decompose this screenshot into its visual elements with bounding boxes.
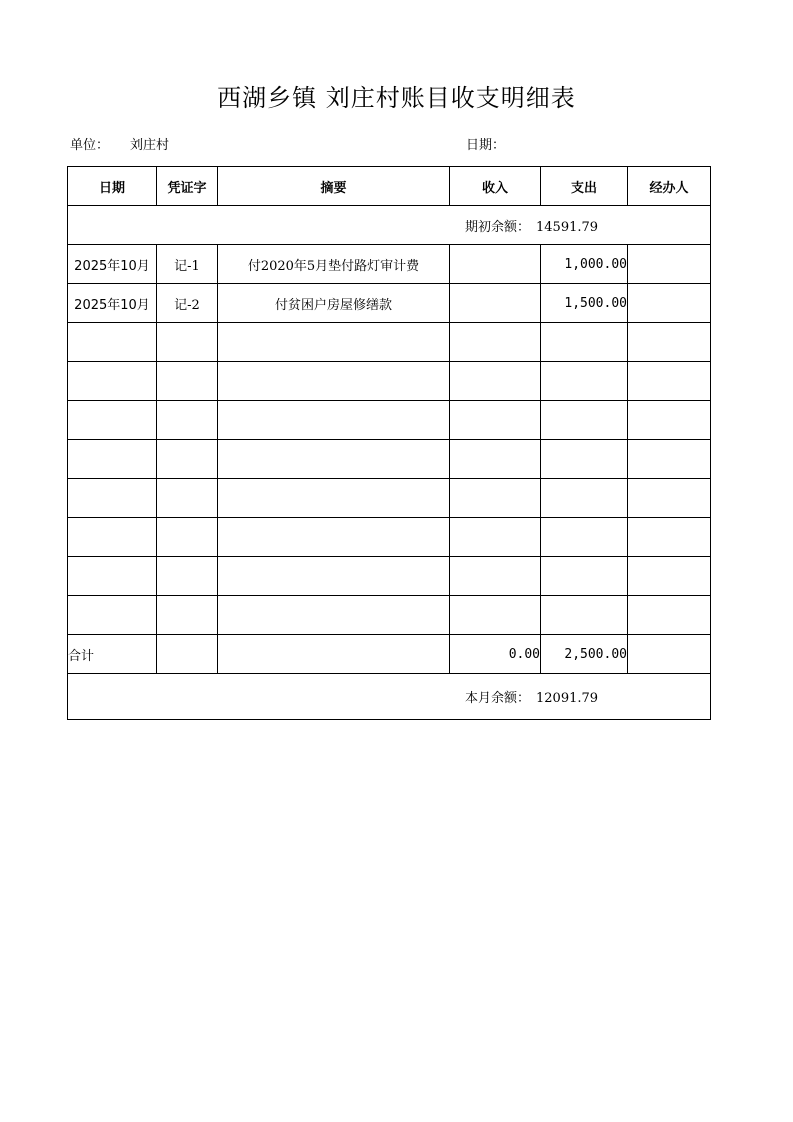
row-date	[68, 323, 157, 362]
table-row	[68, 557, 711, 596]
row-income	[450, 596, 541, 635]
total-row	[68, 635, 711, 674]
row-voucher: 记-2	[157, 284, 218, 323]
opening-balance-label: 期初余额：	[465, 219, 531, 235]
closing-balance-value: 12091.79	[536, 691, 599, 706]
row-summary	[218, 479, 450, 518]
table-row	[68, 245, 711, 284]
total-handler-cell	[628, 635, 711, 674]
table-row	[68, 401, 711, 440]
total-expense: 2,500.00	[541, 635, 628, 674]
row-handler	[628, 596, 711, 635]
row-handler	[628, 440, 711, 479]
row-voucher	[157, 596, 218, 635]
row-summary: 付贫困户房屋修缮款	[218, 284, 450, 323]
row-income	[450, 362, 541, 401]
row-summary	[218, 518, 450, 557]
row-date	[68, 440, 157, 479]
unit-value: 刘庄村	[130, 138, 170, 153]
opening-balance-row	[68, 206, 711, 245]
row-summary: 付2020年5月垫付路灯审计费	[218, 245, 450, 284]
row-expense	[541, 401, 628, 440]
date-label: 日期：	[466, 138, 506, 153]
closing-balance-label: 本月余额：	[465, 691, 531, 706]
row-date	[68, 518, 157, 557]
row-handler	[628, 401, 711, 440]
table-row	[68, 596, 711, 635]
row-handler	[628, 479, 711, 518]
column-header-summary: 摘要	[218, 167, 450, 206]
row-income	[450, 440, 541, 479]
row-expense	[541, 479, 628, 518]
table-row	[68, 284, 711, 323]
row-voucher	[157, 362, 218, 401]
total-income: 0.00	[450, 635, 541, 674]
row-expense	[541, 362, 628, 401]
row-date	[68, 557, 157, 596]
row-summary	[218, 557, 450, 596]
row-expense: 1,500.00	[541, 284, 628, 323]
table-row	[68, 518, 711, 557]
row-income	[450, 518, 541, 557]
total-summary-cell	[218, 635, 450, 674]
page-title: 西湖乡镇 刘庄村账目收支明细表	[217, 84, 576, 112]
table-row	[68, 362, 711, 401]
row-date	[68, 479, 157, 518]
header-row	[68, 167, 711, 206]
table-row	[68, 479, 711, 518]
row-handler	[628, 284, 711, 323]
row-expense	[541, 557, 628, 596]
total-label: 合计	[68, 635, 157, 674]
row-handler	[628, 323, 711, 362]
row-income	[450, 479, 541, 518]
row-voucher	[157, 440, 218, 479]
row-voucher: 记-1	[157, 245, 218, 284]
opening-balance-value: 14591.79	[536, 219, 599, 235]
row-income	[450, 245, 541, 284]
row-income	[450, 284, 541, 323]
row-summary	[218, 362, 450, 401]
row-expense	[541, 518, 628, 557]
row-income	[450, 401, 541, 440]
column-header-voucher: 凭证字	[157, 167, 218, 206]
column-header-handler: 经办人	[628, 167, 711, 206]
table-row	[68, 323, 711, 362]
row-date: 2025年10月	[68, 284, 157, 323]
row-handler	[628, 362, 711, 401]
table-row	[68, 440, 711, 479]
total-voucher-cell	[157, 635, 218, 674]
column-header-income: 收入	[450, 167, 541, 206]
row-expense	[541, 440, 628, 479]
row-summary	[218, 323, 450, 362]
row-summary	[218, 596, 450, 635]
row-expense	[541, 596, 628, 635]
row-expense: 1,000.00	[541, 245, 628, 284]
row-date	[68, 362, 157, 401]
column-header-expense: 支出	[541, 167, 628, 206]
row-date: 2025年10月	[68, 245, 157, 284]
row-income	[450, 323, 541, 362]
row-income	[450, 557, 541, 596]
row-handler	[628, 518, 711, 557]
column-header-date: 日期	[68, 167, 157, 206]
row-summary	[218, 440, 450, 479]
row-voucher	[157, 323, 218, 362]
row-summary	[218, 401, 450, 440]
opening-balance-cell	[68, 206, 711, 245]
row-handler	[628, 245, 711, 284]
ledger-table	[67, 166, 711, 720]
row-date	[68, 401, 157, 440]
unit-label: 单位：	[70, 138, 110, 153]
row-voucher	[157, 557, 218, 596]
row-expense	[541, 323, 628, 362]
row-voucher	[157, 401, 218, 440]
row-date	[68, 596, 157, 635]
closing-balance-cell	[68, 674, 711, 720]
row-voucher	[157, 518, 218, 557]
row-voucher	[157, 479, 218, 518]
closing-balance-row	[68, 674, 711, 720]
row-handler	[628, 557, 711, 596]
